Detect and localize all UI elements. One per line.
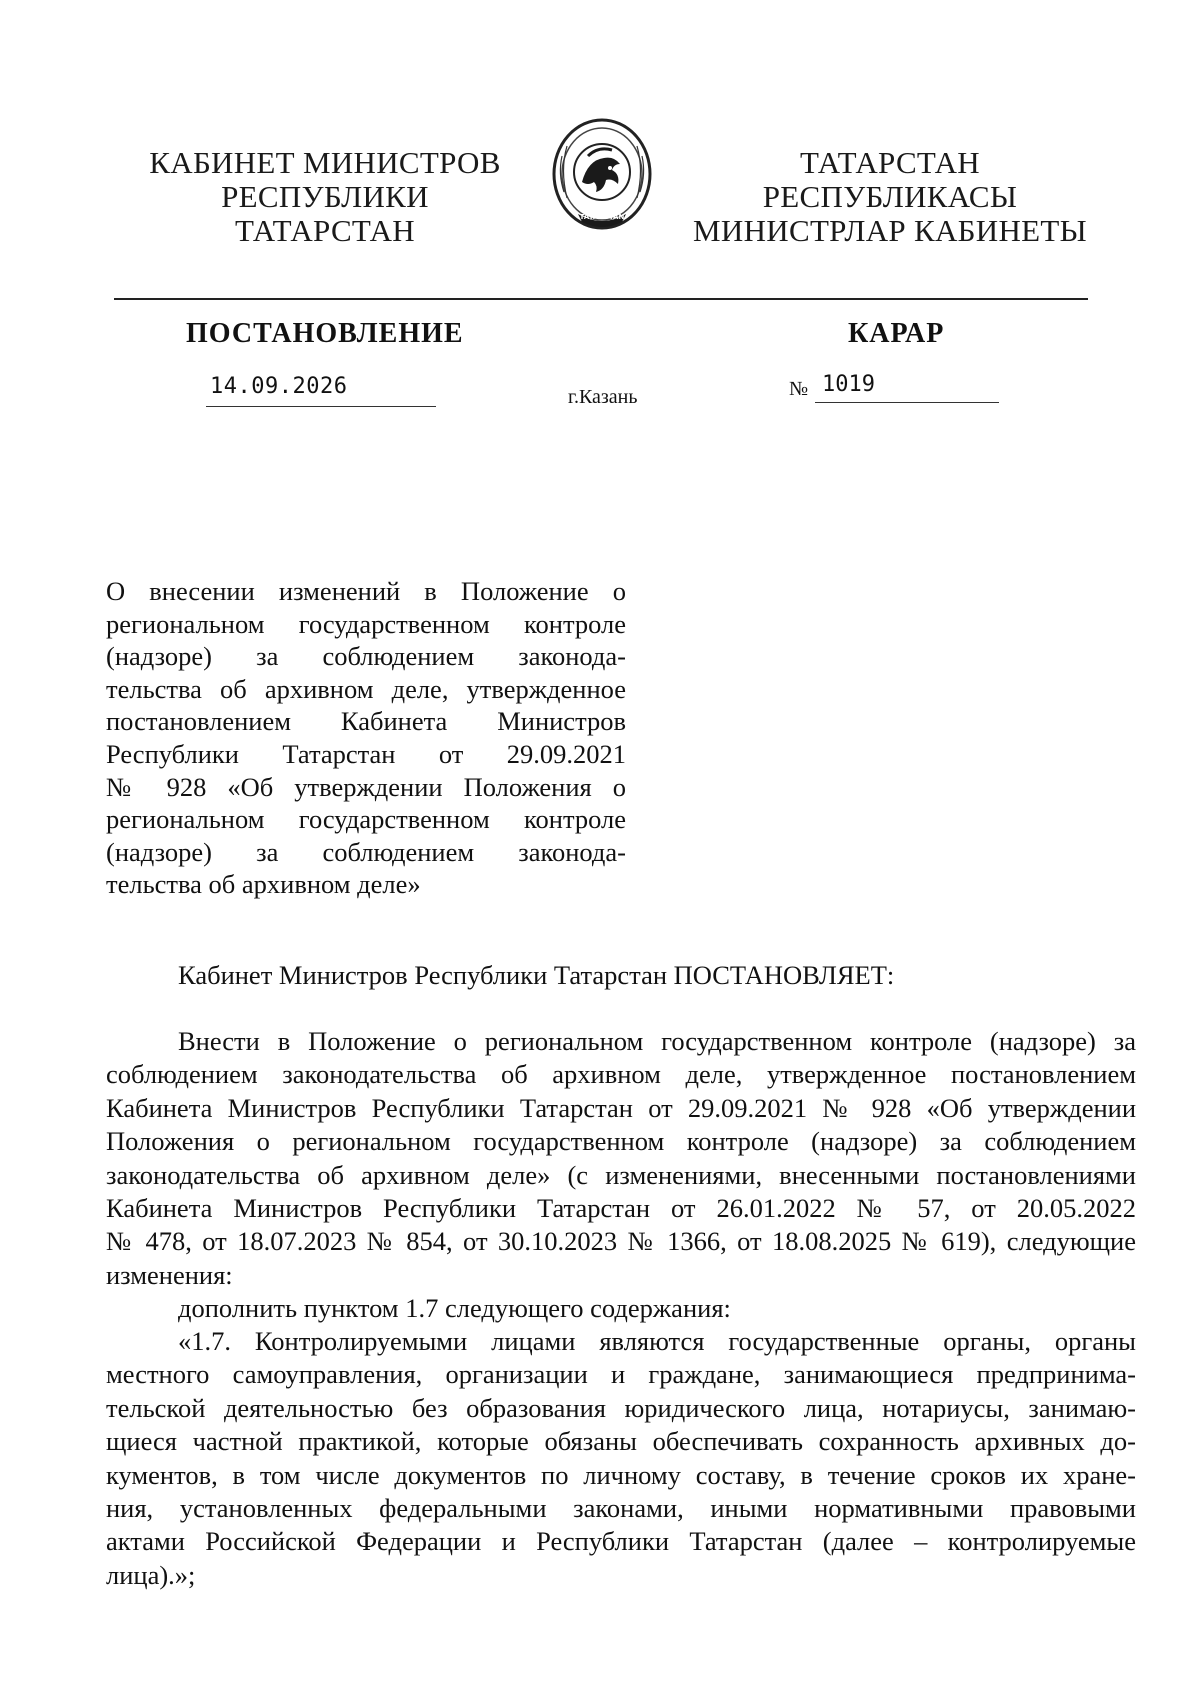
paragraph-2: дополнить пунктом 1.7 следующего содержания: [178, 1293, 731, 1323]
paragraph-line: Кабинета Министров Республики Татарстан от 26.01.2022 № 57, от 20.05.2022 [106, 1193, 1136, 1224]
subject-line: № 928 «Об утверждении Положения о [106, 771, 626, 802]
paragraph-3 [106, 1325, 1136, 1592]
paragraph-line: законодательства об архивном деле» (с изменениями, внесенными постановлениями [106, 1159, 1136, 1190]
org-name-russian-line-1: КАБИНЕТ МИНИСТРОВ [149, 145, 501, 180]
paragraph-line: ния, установленных федеральными законами, иными нормативными правовыми [106, 1493, 1136, 1524]
date-value: 14.09.2026 [210, 374, 348, 399]
paragraph-line: тельской деятельностью без образования юридического лица, нотариусы, занимаю- [106, 1392, 1136, 1423]
subject-line: постановлением Кабинета Министров [106, 706, 626, 737]
paragraph-line: № 478, от 18.07.2023 № 854, от 30.10.2023 № 1366, от 18.08.2025 № 619), следующие [106, 1226, 1136, 1257]
paragraph-1 [106, 1025, 1136, 1292]
subject-line: региональном государственном контроле [106, 804, 626, 835]
coat-of-arms-icon [548, 116, 656, 238]
paragraph-line: Внести в Положение о региональном государственном контроле (надзоре) за [178, 1026, 1136, 1056]
paragraph-line: соблюдением законодательства об архивном деле, утвержденное постановлением [106, 1059, 1136, 1090]
org-name-russian [140, 146, 510, 248]
org-name-russian-line-2: РЕСПУБЛИКИ ТАТАРСТАН [221, 179, 429, 248]
decree-statement: Кабинет Министров Республики Татарстан ПОСТАНОВЛЯЕТ: [178, 960, 895, 990]
subject-line: (надзоре) за соблюдением законода- [106, 836, 626, 867]
paragraph-line: кументов, в том числе документов по личному составу, в течение сроков их хране- [106, 1459, 1136, 1490]
paragraph-line: изменения: [106, 1259, 233, 1290]
paragraph-line: Положения о региональном государственном контроле (надзоре) за соблюдением [106, 1126, 1136, 1157]
document-subject [106, 575, 626, 901]
org-name-tatar-line-1: ТАТАРСТАН РЕСПУБЛИКАСЫ [762, 145, 1018, 214]
subject-line: О внесении изменений в Положение о [106, 576, 626, 606]
subject-line: тельства об архивном деле» [106, 869, 421, 900]
subject-line: тельства об архивном деле, утвержденное [106, 673, 626, 704]
number-field [815, 372, 999, 403]
subject-line: Республики Татарстан от 29.09.2021 [106, 738, 626, 769]
subject-line: региональном государственном контроле [106, 608, 626, 639]
number-sign: № [789, 378, 809, 400]
org-name-tatar-line-2: МИНИСТРЛАР КАБИНЕТЫ [693, 213, 1087, 248]
paragraph-line: лица).»; [106, 1559, 196, 1590]
date-field [206, 374, 436, 407]
paragraph-line: Кабинета Министров Республики Татарстан от 29.09.2021 № 928 «Об утверждении [106, 1092, 1136, 1123]
paragraph-line: «1.7. Контролируемыми лицами являются государственные органы, органы [178, 1326, 1136, 1356]
emblem-ribbon-text: TATARSTAN [579, 213, 625, 221]
number-value: 1019 [822, 372, 875, 397]
paragraph-line: местного самоуправления, организации и граждане, занимающиеся предпринима- [106, 1359, 1136, 1390]
subject-line: (надзоре) за соблюдением законода- [106, 641, 626, 672]
doc-type-title-russian: ПОСТАНОВЛЕНИЕ [186, 318, 464, 349]
org-name-tatar [680, 146, 1100, 248]
city-label: г.Казань [568, 386, 638, 408]
paragraph-line: актами Российской Федерации и Республики Татарстан (далее – контролируемые [106, 1526, 1136, 1557]
paragraph-line: щиеся частной практикой, которые обязаны обеспечивать сохранность архивных до- [106, 1426, 1136, 1457]
doc-type-title-tatar: КАРАР [848, 318, 945, 349]
header-divider [114, 298, 1088, 300]
